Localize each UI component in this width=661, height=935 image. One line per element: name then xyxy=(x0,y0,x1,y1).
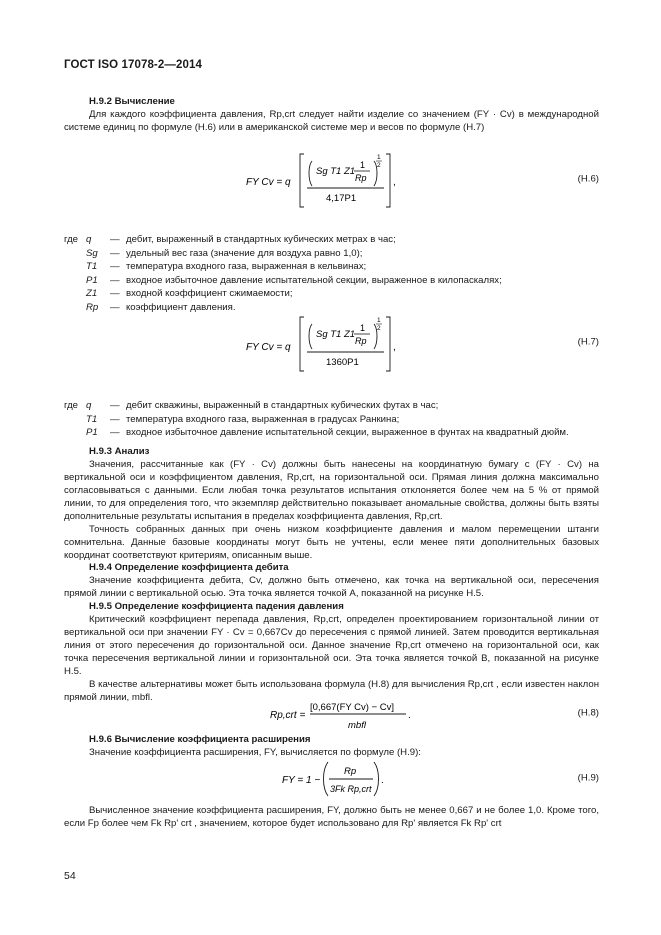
inner-frac-den: Rp xyxy=(355,336,367,346)
definition-prefix: где xyxy=(64,234,79,245)
exp-den: 2 xyxy=(377,325,381,332)
page-number: 54 xyxy=(64,870,76,882)
definition-symbol: P1 xyxy=(86,274,98,286)
formula-bottom: mbfl xyxy=(348,720,366,731)
formula-lhs: FY Cv = q xyxy=(246,342,291,353)
formula-lhs: FY = 1 − xyxy=(282,775,321,786)
definition-prefix: где xyxy=(64,400,79,411)
inner-frac-num: 1 xyxy=(360,160,366,170)
section-h93 xyxy=(64,446,599,705)
formula-comma: , xyxy=(393,342,396,353)
paragraph: Критический коэффициент перепада давления, Rp,crt, определен проектированием горизонтальной линии от вертикальной оси при значении FY · Cv = 0,667Cv до пересечения с прямой линией. Затем проводится вертикальная линия от этого пересечения до горизонтальной оси. Данное значение Rp,crt отмечено на горизонтальной оси, как точка пересечения вертикальной линии и горизонтальной оси. Эта точка является точкой В, показанной на рисунке Н.5. xyxy=(64,614,599,677)
definition-text: температура входного газа, выраженная в градусах Ранкина; xyxy=(126,413,400,425)
definition-item xyxy=(64,400,599,414)
section-title: Н.9.4 Определение коэффициента дебита xyxy=(89,562,289,574)
formula-h9 xyxy=(64,758,599,800)
section-title: Н.9.6 Вычисление коэффициента расширения xyxy=(89,734,311,745)
formula-top: Rp xyxy=(344,766,357,777)
definition-dash: — xyxy=(110,234,120,245)
definitions-list-1 xyxy=(64,234,599,315)
definition-dash: — xyxy=(110,427,120,438)
definition-dash: — xyxy=(110,400,120,411)
section-h92 xyxy=(64,96,599,135)
definitions-list-2 xyxy=(64,400,599,441)
definition-text: входной коэффициент сжимаемости; xyxy=(126,288,293,299)
section-title: Н.9.3 Анализ xyxy=(89,446,150,457)
paragraph: Значения, рассчитанные как (FY · Cv) должны быть нанесены на координатную бумагу с (FY · Cv) на вертикальной оси и коэффициентом давления, Rp,crt, на горизонтальной оси. Прямая линия должна максимально согласовываться с данными. Если любая точка результатов испытания отклоняется более чем на 5 % от прямой линии, то для определения того, что экземпляр действительно показывает аномальные свойства, должны быть взяты дополнительные результаты испытания в пределах коэффициента давления, Rp,crt. xyxy=(64,458,599,522)
definition-dash: — xyxy=(110,288,120,299)
inner-frac-num: 1 xyxy=(360,323,366,333)
formula-number: (Н.8) xyxy=(577,707,599,719)
definition-item xyxy=(64,234,599,248)
definition-symbol: q xyxy=(86,234,92,245)
formula-h7-graphic xyxy=(64,313,484,373)
section-h96 xyxy=(64,734,599,760)
formula-bottom: 3Fk Rp,crt xyxy=(330,784,372,794)
section-title: Н.9.2 Вычисление xyxy=(89,96,175,107)
definition-symbol: q xyxy=(86,400,92,411)
definition-dash: — xyxy=(110,413,120,425)
formula-comma: , xyxy=(393,177,396,188)
definition-text: входное избыточное давление испытательной секции, выраженное в килопаскалях; xyxy=(126,274,502,286)
section-title: Н.9.5 Определение коэффициента падения давления xyxy=(89,601,344,613)
formula-lhs: FY Cv = q xyxy=(246,177,291,188)
paragraph: В качестве альтернативы может быть использована формула (Н.8) для вычисления Rp,crt , если известен наклон прямой линии, mbfl. xyxy=(64,678,599,703)
paragraph: Значение коэффициента дебита, Cv, должно быть отмечено, как точка на вертикальной оси, пересечения прямой линии с вертикальной осью. Эта точка является точкой А, показанной на рисунке Н.5. xyxy=(64,575,599,600)
formula-h9-graphic xyxy=(64,758,484,800)
definition-symbol: Sg xyxy=(86,247,98,259)
definition-text: входное избыточное давление испытательной секции, выраженное в фунтах на квадратный дюйм. xyxy=(126,427,569,438)
definition-symbol: T1 xyxy=(86,261,98,272)
exp-num: 1 xyxy=(377,154,381,161)
formula-bottom: 1360P1 xyxy=(326,357,359,368)
paragraph: Значение коэффициента расширения, FY, вычисляется по формуле (Н.9): xyxy=(89,746,421,758)
definition-dash: — xyxy=(110,274,120,286)
formula-bottom: 4,17P1 xyxy=(326,193,357,204)
formula-dot: . xyxy=(408,710,411,721)
definition-symbol: P1 xyxy=(86,427,98,438)
section-h96-cont xyxy=(64,805,599,831)
formula-lhs: Rp,crt = xyxy=(270,710,306,721)
definition-item xyxy=(64,275,599,289)
exp-num: 1 xyxy=(377,317,381,324)
definition-dash: — xyxy=(110,301,120,313)
paragraph: Вычисленное значение коэффициента расширения, FY, должно быть не менее 0,667 и не более 1,0. Кроме того, если Fp более чем Fk Rp' crt , значением, которое будет использовано для Rp' является Fk Rp' crt xyxy=(64,805,599,829)
formula-h8-graphic xyxy=(64,694,484,734)
definition-text: дебит, выраженный в стандартных кубических метрах в час; xyxy=(126,234,396,245)
definition-dash: — xyxy=(110,261,120,272)
formula-number: (Н.7) xyxy=(577,336,599,348)
definition-symbol: T1 xyxy=(86,413,98,425)
definition-item xyxy=(64,414,599,428)
formula-number: (Н.9) xyxy=(577,772,599,784)
formula-h6-graphic xyxy=(64,150,484,210)
inner-frac-den: Rp xyxy=(355,173,367,183)
definition-item xyxy=(64,248,599,262)
exp-den: 2 xyxy=(377,162,381,169)
formula-top: [0,667(FY Cv) − Cv] xyxy=(310,702,395,713)
definition-symbol: Rp xyxy=(86,301,99,313)
formula-dot: . xyxy=(381,775,384,786)
definition-text: коэффициент давления. xyxy=(126,301,236,313)
running-header: ГОСТ ISO 17078-2—2014 xyxy=(64,59,202,71)
formula-h8 xyxy=(64,694,599,734)
formula-h7 xyxy=(64,313,599,373)
definition-text: температура входного газа, выраженная в кельвинах; xyxy=(126,261,367,272)
definition-text: дебит скважины, выраженный в стандартных кубических футах в час; xyxy=(126,400,439,411)
definition-item xyxy=(64,261,599,275)
paragraph: Точность собранных данных при очень низком коэффициенте давления и малом перемещении штанги сомнительна. Данные базовые координаты могут быть не учтены, если менее пяти дополнительных базовых координат соответствуют критериям, описанным выше. xyxy=(64,523,599,561)
definition-item xyxy=(64,427,599,441)
formula-top: Sg T1 Z1 xyxy=(316,166,356,177)
definition-symbol: Z1 xyxy=(86,288,98,299)
definition-item xyxy=(64,288,599,302)
definition-text: удельный вес газа (значение для воздуха равно 1,0); xyxy=(126,247,363,259)
formula-h6 xyxy=(64,150,599,210)
formula-top: Sg T1 Z1 xyxy=(316,329,356,340)
definition-dash: — xyxy=(110,247,120,259)
paragraph: Для каждого коэффициента давления, Rp,crt следует найти изделие со значением (FY · Cv) в международной системе единиц по формуле (Н.6) или в американской системе мер и весов по формуле (Н.7) xyxy=(64,108,599,133)
formula-number: (Н.6) xyxy=(577,173,599,185)
